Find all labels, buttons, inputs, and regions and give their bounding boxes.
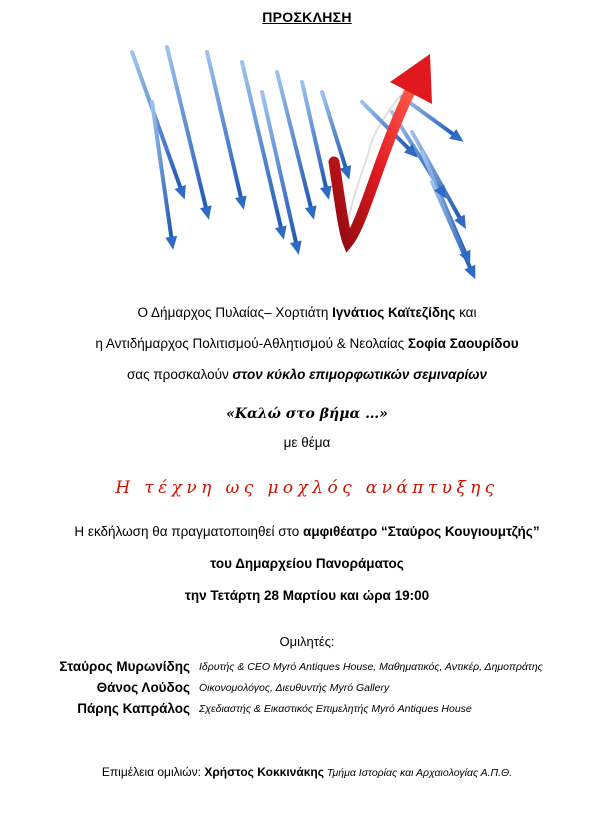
speaker-role: Οικονομολόγος, Διευθυντής Myrό Gallery: [199, 682, 390, 694]
intro-invite-prefix: σας προσκαλούν: [126, 367, 233, 382]
speaker-row: [0, 680, 614, 698]
mayor-name: Ιγνάτιος Καϊτεζίδης: [332, 305, 456, 320]
speaker-name: Σταύρος Μυρωνίδης: [59, 659, 190, 674]
topic-label: με θέμα: [283, 435, 331, 450]
intro-mayor-suffix: και: [455, 305, 477, 320]
speakers-label: Ομιλητές:: [279, 634, 335, 649]
series-title: «Καλώ στο βήμα …»: [226, 406, 388, 422]
page-title: ΠΡΟΣΚΛΗΣΗ: [262, 9, 352, 25]
speaker-row: [0, 701, 614, 719]
intro-mayor-prefix: Ο Δήμαρχος Πυλαίας– Χορτιάτη: [137, 305, 333, 320]
speaker-role: Σχεδιαστής & Εικαστικός Επιμελητής Myrό Antiques House: [199, 703, 472, 715]
arrows-growth-image: [112, 42, 502, 282]
venue-hall: αμφιθέατρο “Σταύρος Κουγιουμτζής”: [303, 524, 540, 539]
speaker-role: Ιδρυτής & CEO Myrό Antiques House, Μαθηματικός, Αντικέρ, Δημοπράτης: [199, 661, 543, 673]
intro-deputy-prefix: η Αντιδήμαρχος Πολιτισμού-Αθλητισμού & Νεολαίας: [95, 336, 408, 351]
curation-footer: [0, 765, 614, 779]
speaker-name: Πάρης Καπράλος: [77, 701, 190, 716]
venue-line: [0, 524, 614, 539]
event-datetime: την Τετάρτη 28 Μαρτίου και ώρα 19:00: [184, 588, 430, 603]
venue-prefix: Η εκδήλωση θα πραγματοποιηθεί στο: [74, 524, 304, 539]
footer-prefix: Επιμέλεια ομιλιών:: [101, 765, 205, 779]
curator-institution: Τμήμα Ιστορίας και Αρχαιολογίας Α.Π.Θ.: [324, 767, 513, 779]
seminar-cycle-text: στον κύκλο επιμορφωτικών σεμιναρίων: [232, 367, 488, 382]
intro-line-2: [0, 336, 614, 351]
speaker-row: [0, 659, 614, 677]
topic-title: Η τέχνη ως μοχλός ανάπτυξης: [115, 478, 499, 498]
intro-line-3: [0, 367, 614, 382]
curator-name: Χρήστος Κοκκινάκης: [204, 765, 324, 779]
speaker-name: Θάνος Λούδος: [96, 680, 190, 695]
deputy-name: Σοφία Σαουρίδου: [407, 336, 519, 351]
intro-line-1: [0, 305, 614, 320]
venue-building: του Δημαρχείου Πανοράματος: [210, 556, 404, 571]
